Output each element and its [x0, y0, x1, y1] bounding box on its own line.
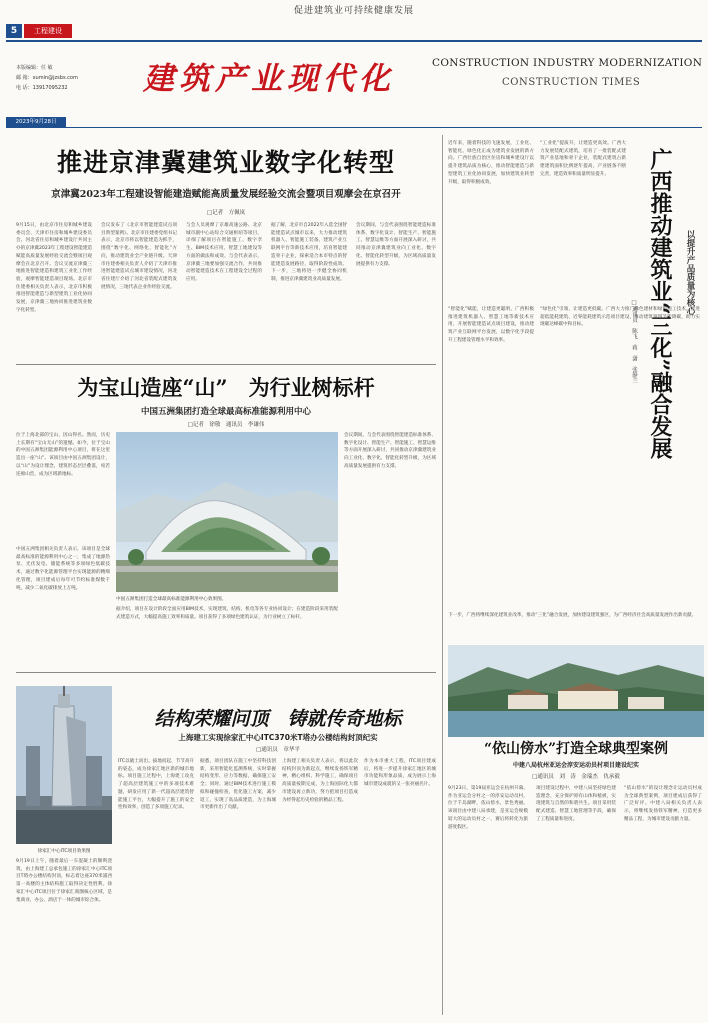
article4-subhead: 以提升产品质量为核心 [685, 230, 695, 315]
energy-center-caption: 中国五洲集团打造全球最高标准能源利用中心效果图。 [116, 597, 227, 602]
article5-subhead: 中建八局杭州亚运会淳安运动员村项目建设纪实 [512, 762, 639, 769]
article3-headline: 结构荣耀问顶 铸就传奇地标 [154, 708, 402, 730]
section-en-subtitle: CONSTRUCTION TIMES [502, 77, 641, 88]
article4-col-2: “工业化”提质升，让建造更高效。广西大力发展装配式建筑，培育了一批装配式建筑产业基地和骨干企业，装配式建筑占新建建筑面积比例逐年提高，产业链条不断完善，建造效率和质量明显提升。 [540, 141, 626, 177]
top-rule [6, 40, 702, 42]
article1-col-5: 会议期间，与会代表围绕智能建造标准体系、数字化设计、智能生产、智能施工、智慧运维等方面开展深入研讨，共同推动京津冀建筑业向工业化、数字化、智能化转型升级，为区域高质量发展提供有力支撑。 [356, 223, 436, 267]
article1-byline: □记者 方佩岚 [206, 210, 246, 216]
issue-date: 2023年9月28日 [6, 117, 66, 127]
article3-col-2: ITC以破土而出、拔地而起、节节高升的姿态，成为徐家汇地区新的城市地标。项目施工过程中，上海建工攻克了超高层建筑施工中的多项技术难题，研发应用了新一代超高层建筑智能施工平台，大幅提升了施工的安全性和效率，创造了多项施工纪录。 [118, 759, 194, 811]
itc-caption: 徐家汇中心ITC项目效果图 [37, 849, 91, 854]
article4-col-4: “绿色化”引领，让建造更低碳。广西大力推广绿色建材和绿色施工技术，推进超低能耗建筑、近零能耗建筑示范项目建设，推动建筑领域节能降碳，助力实现碳达峰碳中和目标。 [540, 307, 700, 328]
article5-col-1: 9月23日，第19届亚运会在杭州开幕。作为亚运会分村之一的淳安运动员村，位于千岛湖畔，依山傍水，景色秀丽。该项目由中建八局承建，是亚运会规模较大的运动员村之一，赛后将转化为旅游度假区。 [448, 786, 528, 830]
article2-col-4: 会议期间，与会代表围绕智能建造标准体系、数字化设计、智能生产、智能施工、智慧运维等方面开展深入研讨，共同推动京津冀建筑业向工业化、数字化、智能化转型升级，为区域高质量发展提供有力支撑。 [344, 433, 436, 469]
article4-col-1: 近年来，随着科技的飞速发展，工业化、智能化、绿色化正成为建筑业发展的新方向。广西壮族自治区住房和城乡建设厅以提升建筑品质为核心，推动智能建造与新型建筑工业化协同发展，加快建筑业转型升级，取得积极成效。 [448, 141, 534, 185]
article1-subhead: 京津冀2023年工程建设智能建造赋能高质量发展经验交流会暨项目观摩会在京召开 [51, 189, 401, 200]
article4-byline: □通讯员 陈飞 蒋 潇 张静兰 [631, 300, 637, 383]
page-number-badge: 5 [6, 24, 22, 38]
article2-bottom-rule [16, 672, 436, 673]
article5-col-3: “依山傍水”的设计理念让运动员村成为全球典型案例，项目建成后获得了广泛好评。中建八局相关负责人表示，将继续发扬铁军精神，打造更多精品工程，为城市建设贡献力量。 [624, 786, 702, 822]
section-title: 建筑产业现代化 [143, 61, 395, 97]
phone-line: 电 话：13917095232 [16, 85, 68, 91]
article3-col-3: 据悉，项目团队在施工中坚持科技创新，采用智能化监测系统，实时掌握结构变形、应力等数据，确保施工安全；同时，通过BIM技术进行施工模拟和碰撞检查，优化施工方案，减少返工，实现了高品质建造，为上海城市更新作出了贡献。 [200, 759, 276, 811]
article2-col-1: 位于上海北部的宝山，因山得名。然而，历史上长期有“宝山无山”的遗憾。如今，位于宝山的中国五洲集团能源利用中心项目，将在这里造出一座“山”。该项目由中国五洲集团设计，以“山”为设计理念，建筑形态层层叠落，宛若连绵山峦，成为区域新地标。 [16, 433, 110, 477]
section-en-title: CONSTRUCTION INDUSTRY MODERNIZATION [432, 57, 703, 69]
page-tag: 工程建设 [24, 24, 72, 38]
article5-col-2: 项目建设过程中，中建八局坚持绿色建造理念，充分保护原有山体和植被，实现建筑与自然的和谐共生。项目采用装配式建造、智慧工地管理等手段，确保了工程质量和进度。 [536, 786, 616, 822]
article1-col-3: 与会人员观摩了京雄高速公路、北京城市副中心站综合交通枢纽等项目，详细了解项目在智能施工、数字孪生、BIM技术应用、智慧工地建设等方面的做法和成效。与会代表表示，京津冀三地要加强交流合作，共同推动智能建造技术在工程建设全过程的应用。 [186, 223, 262, 282]
article1-col-2: 会议发布了《北京市智能建造试点项目典型案例》。北京市住建委党组书记表示，北京市将以智能建造为抓手，围绕“数字化、网络化、智能化”方向，推动建筑业全产业链升级。天津市住建委相关负责人介绍了天津市推进智能建造试点城市建设情况，河北省住建厅介绍了河北省装配式建筑发展情况，三地代表企业作经验交流。 [101, 223, 177, 290]
masthead-bottom-rule [6, 127, 702, 128]
article3-byline: □通讯员 章华平 [256, 747, 300, 753]
email-line: 邮 箱：xumin@jzsbs.com [16, 75, 78, 81]
athlete-village-photo [448, 645, 704, 737]
article4-headline: 广西推动建筑业“三化”融合发展 [647, 148, 673, 460]
article5-headline: “依山傍水”打造全球典型案例 [483, 741, 669, 757]
article5-byline: □通讯员 刘 涛 金瑞杰 仇承毅 [532, 774, 620, 780]
article1-col-4: 据了解，北京市自2022年入选全国智能建造试点城市以来，大力推动建筑机器人、智能施工装备、建筑产业互联网平台等新技术应用，培育智能建造骨干企业，探索适合本市特点的智能建造发展路径，取得阶段性成效。下一步，三地将进一步健全协同机制，推进京津冀建筑业高质量发展。 [271, 223, 347, 282]
article2-subhead: 中国五洲集团打造全球最高标准能源利用中心 [140, 407, 311, 417]
article2-col-2: 中国五洲集团相关负责人表示，该项目是全球最高标准的能源利用中心之一，集成了地源热泵、光伏发电、储能系统等多项绿色低碳技术，通过数字化能源管理平台实现能源的精细化管理，项目建成后每年可节约标准煤数千吨，减少二氧化碳排放上万吨。 [16, 547, 110, 591]
article3-col-5: 作为本市重大工程，ITC项目建成后，将进一步提升徐家汇地区的城市功能和形象品质，成为展示上海城市建设成就的又一张亮丽名片。 [364, 759, 436, 788]
article2-byline: □记者 徐敬 通讯员 李谦伟 [187, 422, 265, 428]
itc-tower-photo [16, 686, 112, 844]
article3-col-4: 上海建工相关负责人表示，将以此次结构封顶为新起点，继续发扬铁军精神，精心组织、科学施工，确保项目高质量按期完成，为上海国际化大都市建设再立新功，努力把项目打造成为经得起历史检验的精品工程。 [282, 759, 358, 803]
editor-line: 本版编辑：任 敏 [16, 65, 53, 71]
article1-bottom-rule [16, 364, 436, 365]
top-slogan: 促进建筑业可持续健康发展 [293, 6, 414, 16]
article1-headline: 推进京津冀建筑业数字化转型 [56, 148, 395, 177]
article4-col-3: “智能化”赋能，让建造更聪明。广西积极推进建筑机器人、智慧工地等新技术应用，开展智能建造试点项目建设，推动建筑产业互联网平台发展，以数字化手段提升工程建设管理水平和效率。 [448, 307, 534, 343]
article3-col-1: 9月19日上午，随着最后一车混凝土的顺利浇筑，由上海建工总承包施工的徐家汇中心ITC项目T塔办公楼结构封顶，标志着这座370米浦西第一高楼的主体结构施工取得决定性胜利。徐家汇中心ITC项目位于徐家汇商圈核心区域，是集商业、办公、酒店于一体的城市综合体。 [16, 859, 112, 903]
article2-col-3: 据介绍，项目在设计阶段全面应用BIM技术，实现建筑、结构、机电等各专业协同设计；在建造阶段采用装配式建造方式，大幅提高施工效率和质量。项目获得了多项绿色建筑认证，为行业树立了标杆。 [116, 607, 338, 620]
right-column-divider [442, 135, 443, 1015]
article4-col-5: 下一步，广西将继续深化建筑业改革，推动“三化”融合发展，加快建设建筑强区，为广西经济社会高质量发展作出新贡献。 [448, 613, 697, 618]
article2-headline: 为宝山造座“山” 为行业树标杆 [77, 375, 375, 400]
article3-subhead: 上海建工实现徐家汇中心ITC370米T塔办公楼结构封顶纪实 [178, 733, 378, 742]
article1-col-1: 9月15日，由北京市住房和城乡建设委员会、天津市住房和城乡建设委员会、河北省住房和城乡建设厅共同主办的京津冀2023年工程建设智能建造赋能高质量发展经验交流会暨项目观摩会在北京召开。会议交流京津冀三地推进智能建造和建筑工业化工作经验，观摩智能建造项目现场。北京市住建委相关负责人表示，北京市积极推进智能建造与新型建筑工业化协同发展，京津冀三地协同推进建筑业数字化转型。 [16, 223, 92, 313]
energy-center-photo [116, 432, 338, 592]
